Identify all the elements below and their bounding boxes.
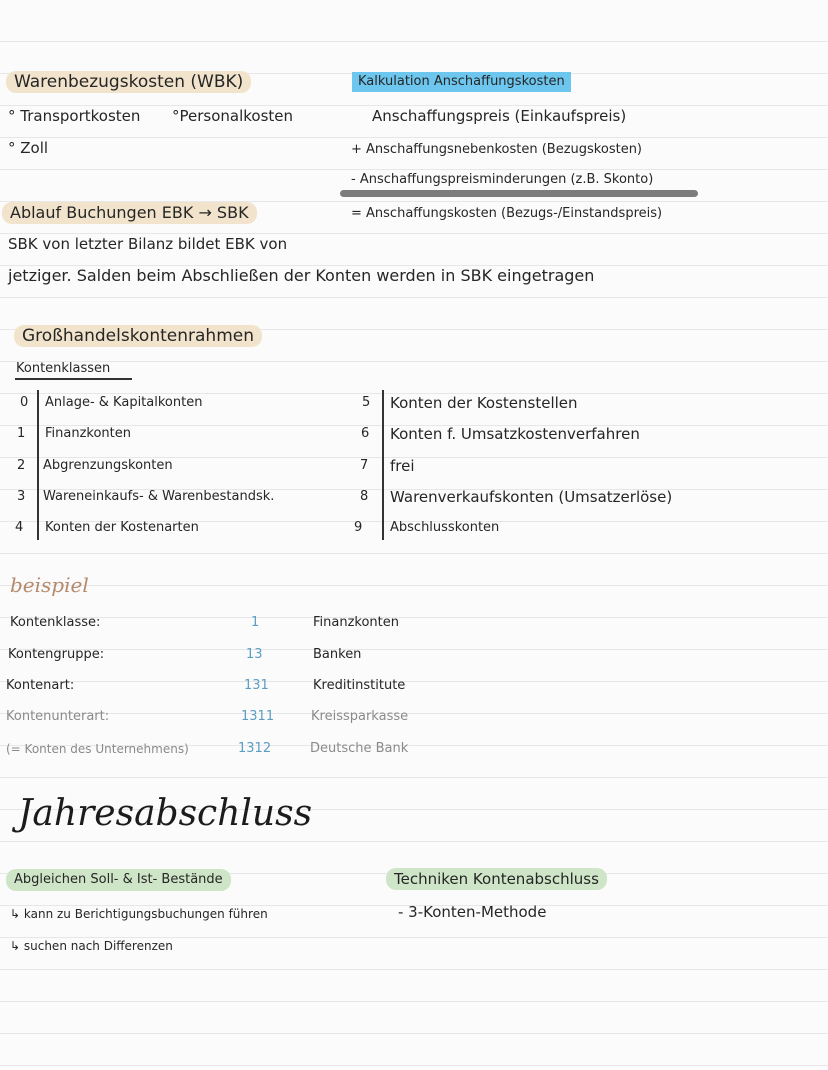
beispiel-row-number: 13	[246, 647, 263, 662]
beispiel-row-number: 1	[251, 615, 260, 630]
beispiel-row-description: Kreditinstitute	[313, 678, 406, 693]
kontenklasse-num: 0	[20, 395, 29, 410]
beispiel-row-description: Kreissparkasse	[311, 709, 409, 724]
beispiel-row-label: Kontenklasse:	[10, 615, 101, 630]
kontenklasse-num: 6	[361, 426, 370, 441]
kontenrahmen-heading: Großhandelskontenrahmen	[14, 325, 262, 347]
beispiel-row-label: (= Konten des Unternehmens)	[6, 742, 189, 756]
abgleichen-heading: Abgleichen Soll- & Ist- Bestände	[6, 869, 231, 891]
ablauf-heading: Ablauf Buchungen EBK → SBK	[2, 202, 257, 224]
beispiel-row-description: Deutsche Bank	[310, 741, 409, 756]
kalkulation-line-nebenkosten: + Anschaffungsnebenkosten (Bezugskosten)	[351, 142, 643, 157]
ablauf-text-line1: SBK von letzter Bilanz bildet EBK von	[8, 235, 288, 253]
kontenklassen-right-divider	[382, 390, 384, 540]
beispiel-row-label: Kontenart:	[6, 678, 75, 693]
kalkulation-line-minderungen: - Anschaffungspreisminderungen (z.B. Skonto)	[351, 172, 654, 187]
kontenklasse-num: 2	[17, 458, 26, 473]
kontenklasse-label: Anlage- & Kapitalkonten	[45, 395, 203, 410]
abgleichen-item: ↳ suchen nach Differenzen	[10, 939, 173, 953]
kalkulation-heading: Kalkulation Anschaffungskosten	[352, 72, 571, 92]
jahresabschluss-title: Jahresabschluss	[18, 793, 313, 834]
kontenklasse-label: Konten f. Umsatzkostenverfahren	[390, 425, 640, 443]
beispiel-heading: beispiel	[10, 573, 89, 597]
kontenklasse-num: 4	[15, 520, 24, 535]
kontenklasse-num: 8	[360, 489, 369, 504]
beispiel-row-number: 1312	[238, 741, 272, 756]
wbk-heading: Warenbezugskosten (WBK)	[6, 71, 251, 93]
kalkulation-line-ergebnis: = Anschaffungskosten (Bezugs-/Einstandspreis)	[351, 206, 663, 221]
abgleichen-item: ↳ kann zu Berichtigungsbuchungen führen	[10, 907, 268, 921]
beispiel-row-label: Kontenunterart:	[6, 709, 110, 724]
kalkulation-line-preis: Anschaffungspreis (Einkaufspreis)	[372, 107, 627, 125]
kalkulation-underline-bar	[340, 190, 698, 197]
kontenklassen-underline	[15, 378, 132, 380]
techniken-heading: Techniken Kontenabschluss	[386, 868, 607, 890]
beispiel-row-number: 131	[244, 678, 269, 693]
kontenklasse-num: 3	[17, 489, 26, 504]
beispiel-row-description: Finanzkonten	[313, 615, 400, 630]
techniken-item: - 3-Konten-Methode	[398, 903, 547, 921]
kontenklasse-num: 7	[360, 458, 369, 473]
kontenklasse-label: Warenverkaufskonten (Umsatzerlöse)	[390, 488, 673, 506]
kontenklasse-label: Abgrenzungskonten	[43, 458, 173, 473]
kontenklasse-label: Finanzkonten	[45, 426, 132, 441]
kontenklasse-label: Abschlusskonten	[390, 520, 500, 535]
wbk-item-personal: °Personalkosten	[172, 107, 294, 125]
kontenklassen-subtitle: Kontenklassen	[16, 361, 111, 376]
kontenklasse-label: frei	[390, 457, 415, 475]
kontenklasse-num: 5	[362, 395, 371, 410]
beispiel-row-description: Banken	[313, 647, 362, 662]
ablauf-text-line2: jetziger. Salden beim Abschließen der Konten werden in SBK eingetragen	[8, 266, 595, 285]
beispiel-row-number: 1311	[241, 709, 275, 724]
beispiel-row-label: Kontengruppe:	[8, 647, 105, 662]
kontenklassen-left-divider	[37, 390, 39, 540]
kontenklasse-label: Konten der Kostenarten	[45, 520, 199, 535]
wbk-item-zoll: ° Zoll	[8, 139, 49, 157]
kontenklasse-num: 1	[17, 426, 26, 441]
kontenklasse-label: Wareneinkaufs- & Warenbestandsk.	[43, 489, 275, 504]
kontenklasse-label: Konten der Kostenstellen	[390, 394, 578, 412]
wbk-item-transport: ° Transportkosten	[8, 107, 141, 125]
kontenklasse-num: 9	[354, 520, 363, 535]
